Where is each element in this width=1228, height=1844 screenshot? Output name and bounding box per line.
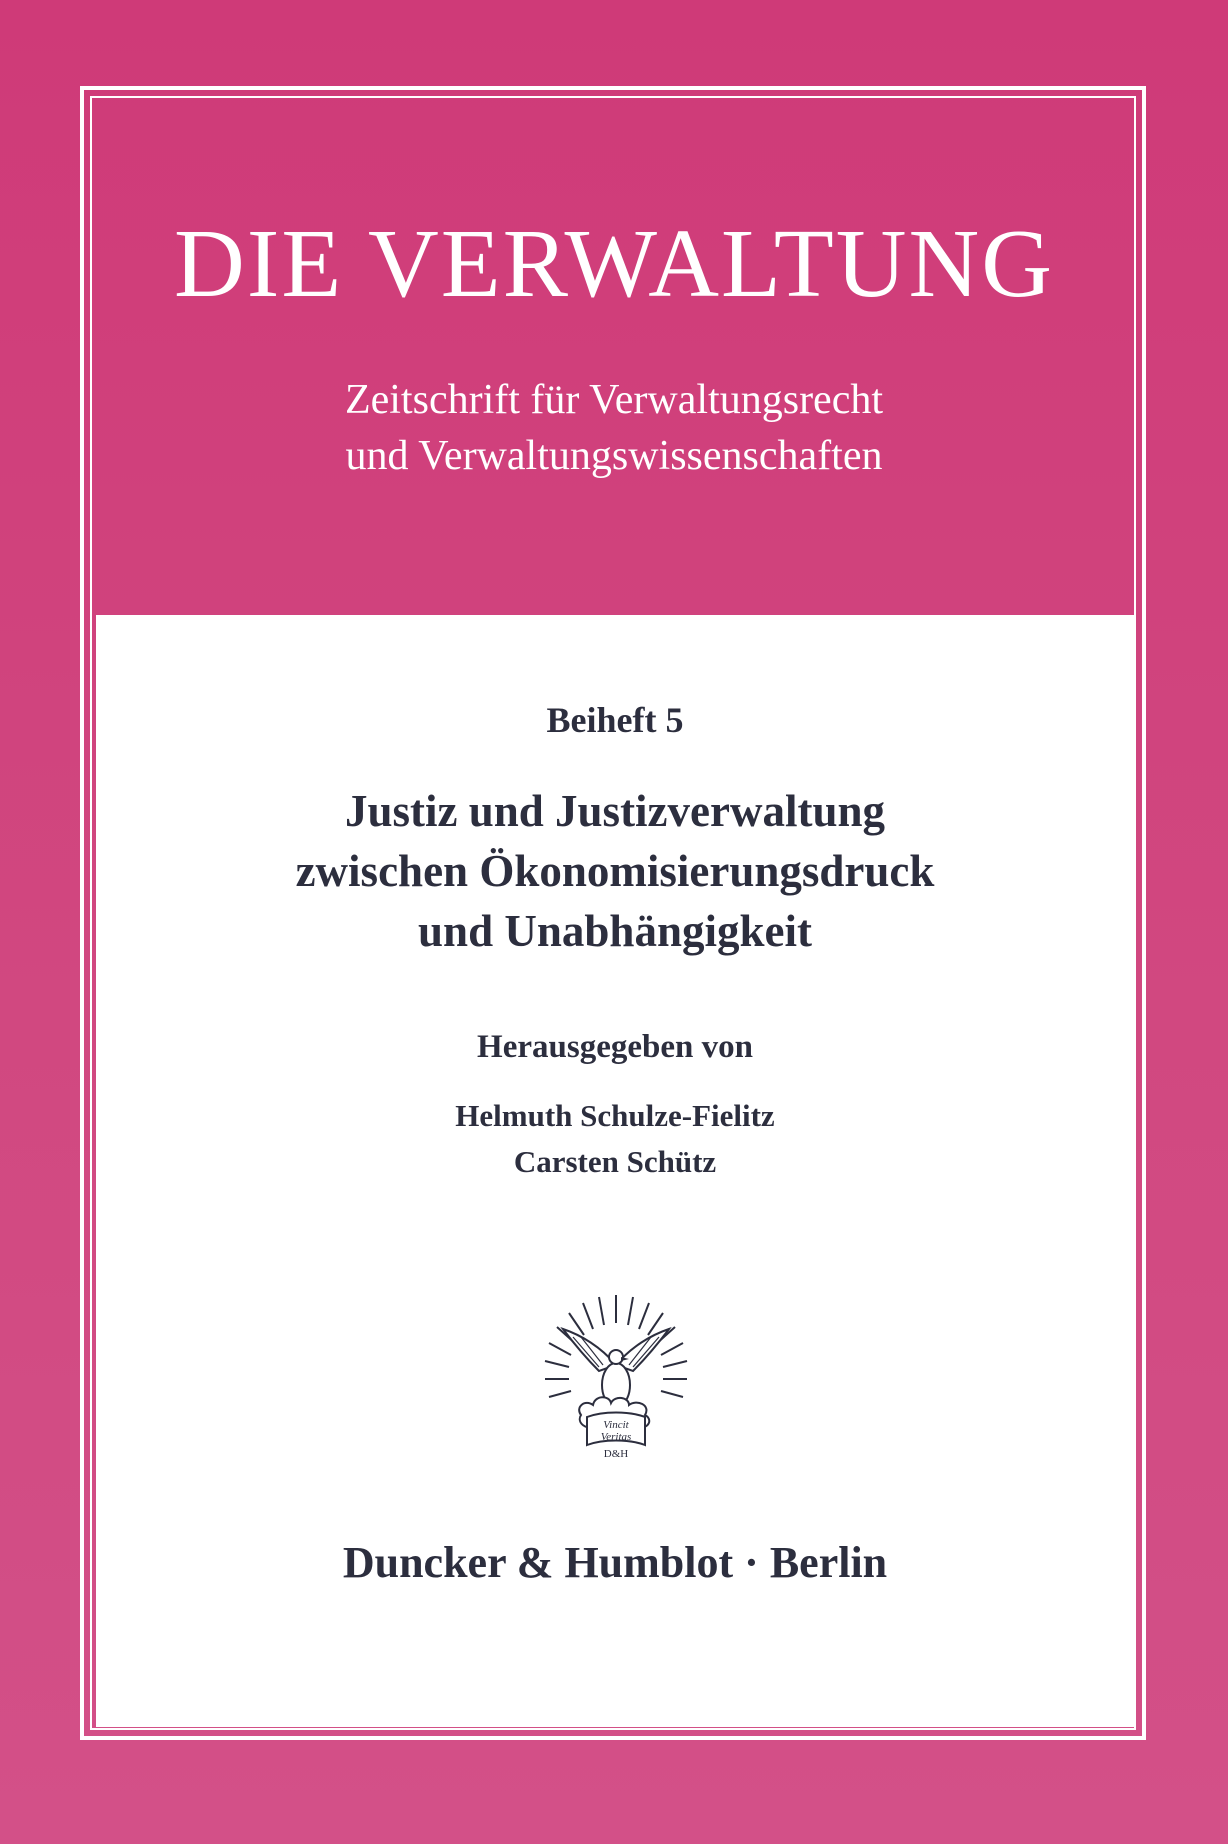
book-title-line: und Unabhängigkeit — [418, 906, 812, 956]
book-title-line: zwischen Ökonomisierungsdruck — [295, 846, 935, 896]
journal-subtitle-line: Zeitschrift für Verwaltungsrecht — [344, 377, 884, 423]
editor-label: Herausgegeben von — [477, 1029, 753, 1065]
logo-motto: Veritas — [600, 1431, 632, 1443]
book-title — [96, 781, 1134, 961]
phoenix-emblem-icon — [541, 1287, 691, 1463]
journal-subtitle — [0, 372, 1228, 484]
journal-subtitle-line: und Verwaltungswissenschaften — [345, 433, 883, 479]
editor-list — [96, 1093, 1134, 1185]
series-label: Beiheft 5 — [546, 700, 684, 740]
editor-name: Carsten Schütz — [513, 1144, 717, 1179]
editor-name: Helmuth Schulze-Fielitz — [455, 1098, 775, 1133]
book-title-line: Justiz und Justizverwaltung — [344, 786, 886, 836]
logo-initials: D&H — [603, 1448, 629, 1460]
publisher-imprint: Duncker & Humblot · Berlin — [342, 1538, 888, 1587]
journal-title: DIE VERWALTUNG — [173, 210, 1055, 318]
title-panel — [96, 615, 1134, 1727]
logo-motto: Vincit — [603, 1419, 629, 1431]
